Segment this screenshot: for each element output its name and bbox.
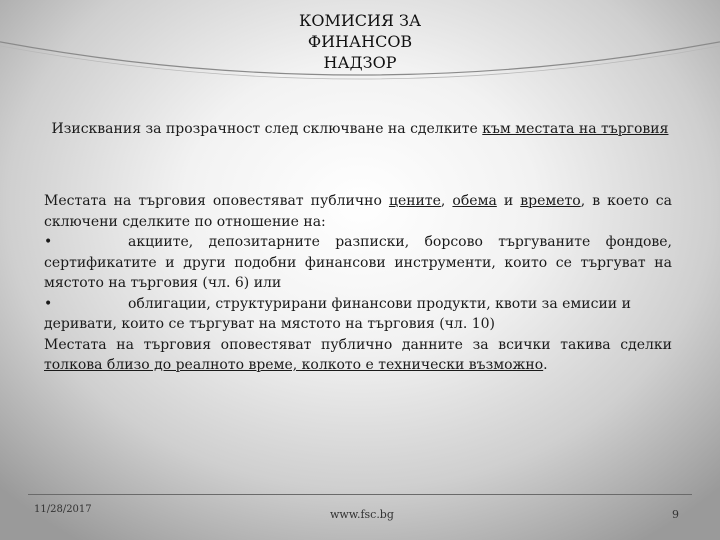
bullet-item-2 (44, 294, 672, 335)
footer-url: www.fsc.bg (330, 508, 394, 521)
page-number: 9 (672, 508, 679, 521)
paragraph-2 (44, 335, 672, 376)
slide-title (200, 10, 520, 73)
footer-date: 11/28/2017 (34, 504, 92, 515)
bullet-marker: • (44, 295, 53, 312)
p2-text-end: . (543, 357, 548, 373)
p1-term-prices: цените (388, 193, 441, 209)
paragraph-1 (44, 191, 672, 232)
p1-term-time: времето (520, 193, 581, 209)
title-line-2: ФИНАНСОВ (307, 32, 413, 51)
bullet-item-1 (44, 232, 672, 294)
subtitle-text: Изисквания за прозрачност след сключване на сделките (51, 121, 483, 137)
bullet-1-text: акциите, депозитарните разписки, борсово търгуваните фондове, сертификатите и други подобни финансови инструменти, които се търгуват на мястото на търговия (чл. 6) или (44, 234, 672, 291)
body-text (44, 191, 672, 376)
footer-divider (28, 494, 692, 495)
p1-text-a: Местата на търговия оповестяват публично (44, 193, 389, 209)
slide-subtitle (36, 119, 684, 139)
p2-text-a: Местата на търговия оповестяват публично данните за всички такива сделки (44, 336, 672, 353)
p1-term-volume: обема (452, 193, 497, 209)
subtitle-emphasis: към местата на търговия (482, 121, 669, 137)
p1-text-b: , (440, 193, 453, 209)
bullet-2-text: облигации, структурирани финансови продукти, квоти за емисии и деривати, които се търгуват на мястото на търговия (чл. 10) (44, 295, 631, 332)
title-line-1: КОМИСИЯ ЗА (298, 11, 422, 30)
p2-emphasis: толкова близо до реалното време, колкото е технически възможно (44, 357, 544, 373)
p1-text-c: и (496, 193, 521, 209)
title-line-3: НАДЗОР (323, 53, 397, 72)
p1-text-d: , в което са сключени сделките по отношение на: (44, 193, 672, 230)
bullet-marker: • (44, 234, 53, 250)
